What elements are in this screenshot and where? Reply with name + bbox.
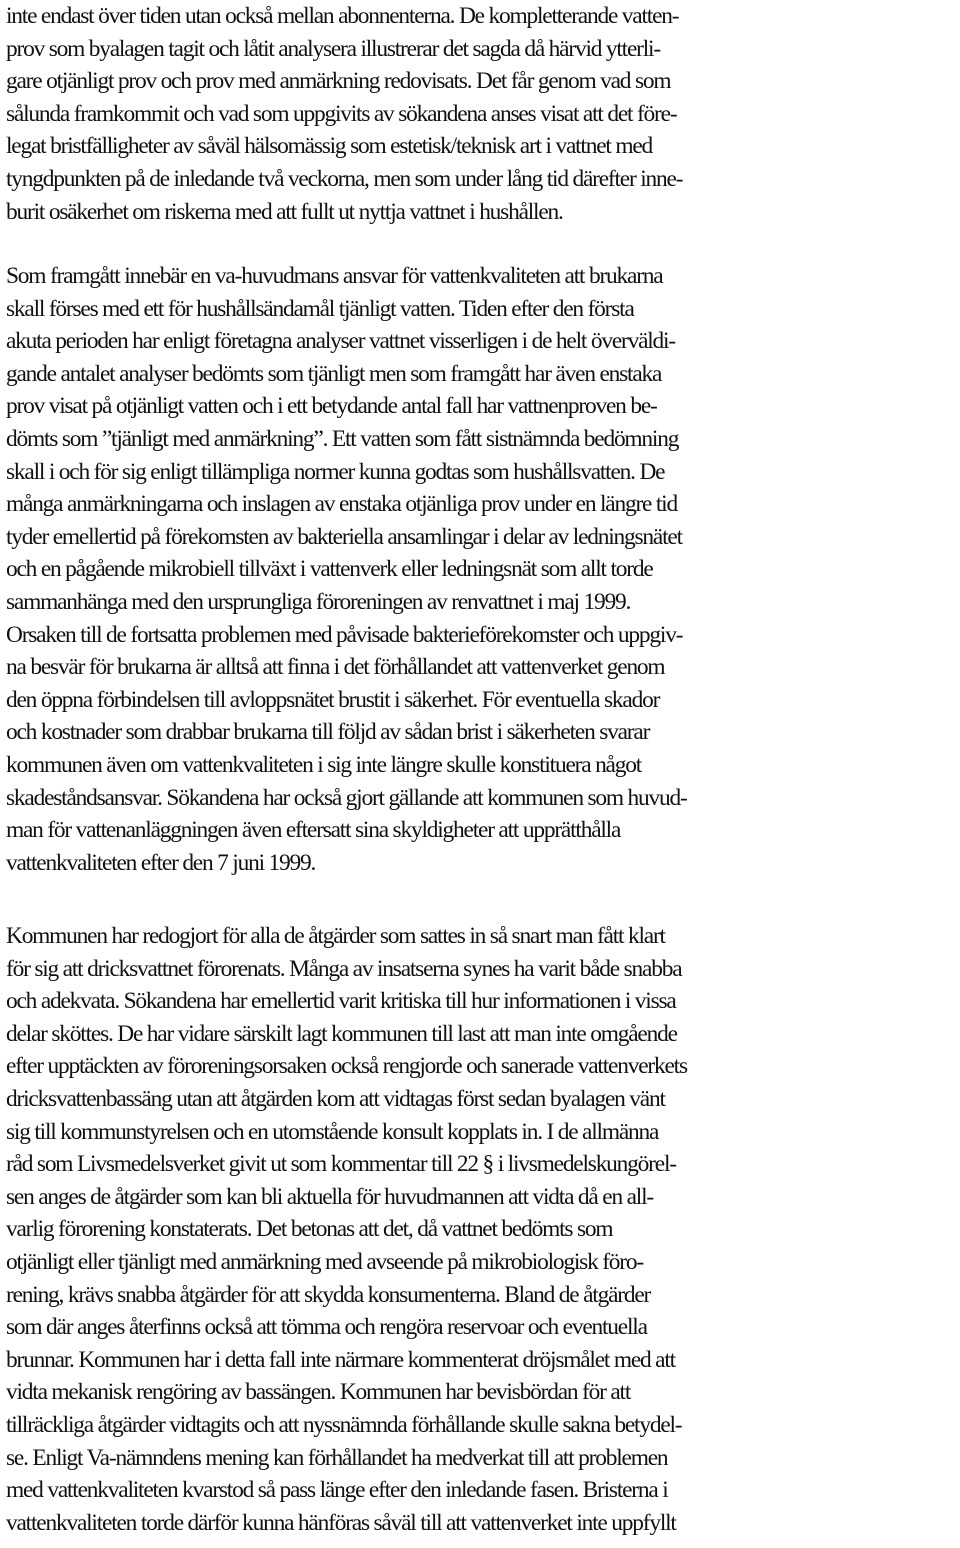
text-line: akuta perioden har enligt företagna analyser vattnet visserligen i de helt överväldi- — [6, 328, 675, 355]
text-line: med vattenkvaliteten kvarstod så pass länge efter den inledande fasen. Bristerna i — [6, 1477, 668, 1504]
text-line: sammanhänga med den ursprungliga föroreningen av renvattnet i maj 1999. — [6, 588, 631, 615]
text-line: man för vattenanläggningen även eftersatt sina skyldigheter att upprätthålla — [6, 817, 621, 844]
text-line: legat bristfälligheter av såväl hälsomässig som estetisk/teknisk art i vattnet med — [6, 133, 653, 160]
text-line: och en pågående mikrobiell tillväxt i vattenverk eller ledningsnät som allt torde — [6, 556, 653, 583]
text-line: för sig att dricksvattnet förorenats. Många av insatserna synes ha varit både snabba — [6, 955, 682, 982]
text-line: som där anges återfinns också att tömma och rengöra reservoar och eventuella — [6, 1314, 647, 1341]
text-line: skall förses med ett för hushållsändamål tjänligt vatten. Tiden efter den första — [6, 295, 634, 322]
text-line: Som framgått innebär en va-huvudmans ansvar för vattenkvaliteten att brukarna — [6, 263, 663, 289]
text-line: na besvär för brukarna är alltså att finna i det förhållandet att vattenverket genom — [6, 654, 665, 681]
text-line: den öppna förbindelsen till avloppsnätet brustit i säkerhet. För eventuella skador — [6, 686, 660, 713]
text-line: skadeståndsansvar. Sökandena har också gjort gällande att kommunen som huvud- — [6, 784, 687, 811]
text-line: otjänligt eller tjänligt med anmärkning med avseende på mikrobiologisk föro- — [6, 1248, 643, 1275]
text-line: prov visat på otjänligt vatten och i ett betydande antal fall har vattnenproven be- — [6, 393, 657, 420]
text-line: råd som Livsmedelsverket givit ut som kommentar till 22 § i livsmedelskungörel- — [6, 1151, 676, 1178]
text-line: varlig förorening konstaterats. Det betonas att det, då vattnet bedömts som — [6, 1216, 613, 1243]
text-line: skall i och för sig enligt tillämpliga normer kunna godtas som hushållsvatten. De — [6, 458, 665, 485]
text-line: många anmärkningarna och inslagen av enstaka otjänliga prov under en längre tid — [6, 491, 677, 518]
text-line: tyder emellertid på förekomsten av bakteriella ansamlingar i delar av ledningsnätet — [6, 523, 682, 550]
text-line: rening, krävs snabba åtgärder för att skydda konsumenterna. Bland de åtgärder — [6, 1281, 651, 1308]
text-line: sig till kommunstyrelsen och en utomstående konsult kopplats in. I de allmänna — [6, 1118, 659, 1145]
text-line: gande antalet analyser bedömts som tjänligt men som framgått har även enstaka — [6, 360, 662, 387]
text-line: och adekvata. Sökandena har emellertid varit kritiska till hur informationen i vissa — [6, 988, 676, 1015]
text-line: prov som byalagen tagit och låtit analysera illustrerar det sagda då härvid ytterli- — [6, 35, 660, 62]
text-line: och kostnader som drabbar brukarna till följd av sådan brist i säkerheten svarar — [6, 719, 650, 746]
paragraph — [6, 260, 960, 879]
paragraph — [6, 0, 960, 228]
text-line: efter upptäckten av föroreningsorsaken också rengjorde och sanerade vattenverkets — [6, 1053, 687, 1080]
text-line: Kommunen har redogjort för alla de åtgärder som sattes in så snart man fått klart — [6, 923, 665, 949]
text-line: sen anges de åtgärder som kan bli aktuella för huvudmannen att vidta då en all- — [6, 1183, 653, 1210]
text-line: inte endast över tiden utan också mellan abonnenterna. De kompletterande vatten- — [6, 3, 679, 29]
text-line: se. Enligt Va-nämndens mening kan förhållandet ha medverkat till att problemen — [6, 1444, 668, 1471]
text-line: kommunen även om vattenkvaliteten i sig inte längre skulle konstituera något — [6, 751, 642, 778]
text-line: dömts som ”tjänligt med anmärkning”. Ett vatten som fått sistnämnda bedömning — [6, 425, 679, 452]
text-line: dricksvattenbassäng utan att åtgärden kom att vidtagas först sedan byalagen vänt — [6, 1085, 665, 1112]
text-line: burit osäkerhet om riskerna med att fullt ut nyttja vattnet i hushållen. — [6, 198, 563, 225]
text-line: brunnar. Kommunen har i detta fall inte närmare kommenterat dröjsmålet med att — [6, 1346, 675, 1373]
text-line: delar sköttes. De har vidare särskilt lagt kommunen till last att man inte omgående — [6, 1020, 677, 1047]
text-line: vattenkvaliteten torde därför kunna hänföras såväl till att vattenverket inte uppfyllt — [6, 1509, 676, 1536]
text-line: gare otjänligt prov och prov med anmärkning redovisats. Det får genom vad som — [6, 68, 671, 95]
text-line: sålunda framkommit och vad som uppgivits av sökandena anses visat att det före- — [6, 100, 677, 127]
text-line: vattenkvaliteten efter den 7 juni 1999. — [6, 849, 316, 876]
text-line: Orsaken till de fortsatta problemen med påvisade bakterieförekomster och uppgiv- — [6, 621, 683, 648]
text-line: vidta mekanisk rengöring av bassängen. Kommunen har bevisbördan för att — [6, 1379, 631, 1406]
text-line: tyngdpunkten på de inledande två veckorna, men som under lång tid därefter inne- — [6, 165, 683, 192]
text-line: tillräckliga åtgärder vidtagits och att nyssnämnda förhållande skulle sakna betydel- — [6, 1411, 682, 1438]
paragraph — [6, 920, 960, 1539]
